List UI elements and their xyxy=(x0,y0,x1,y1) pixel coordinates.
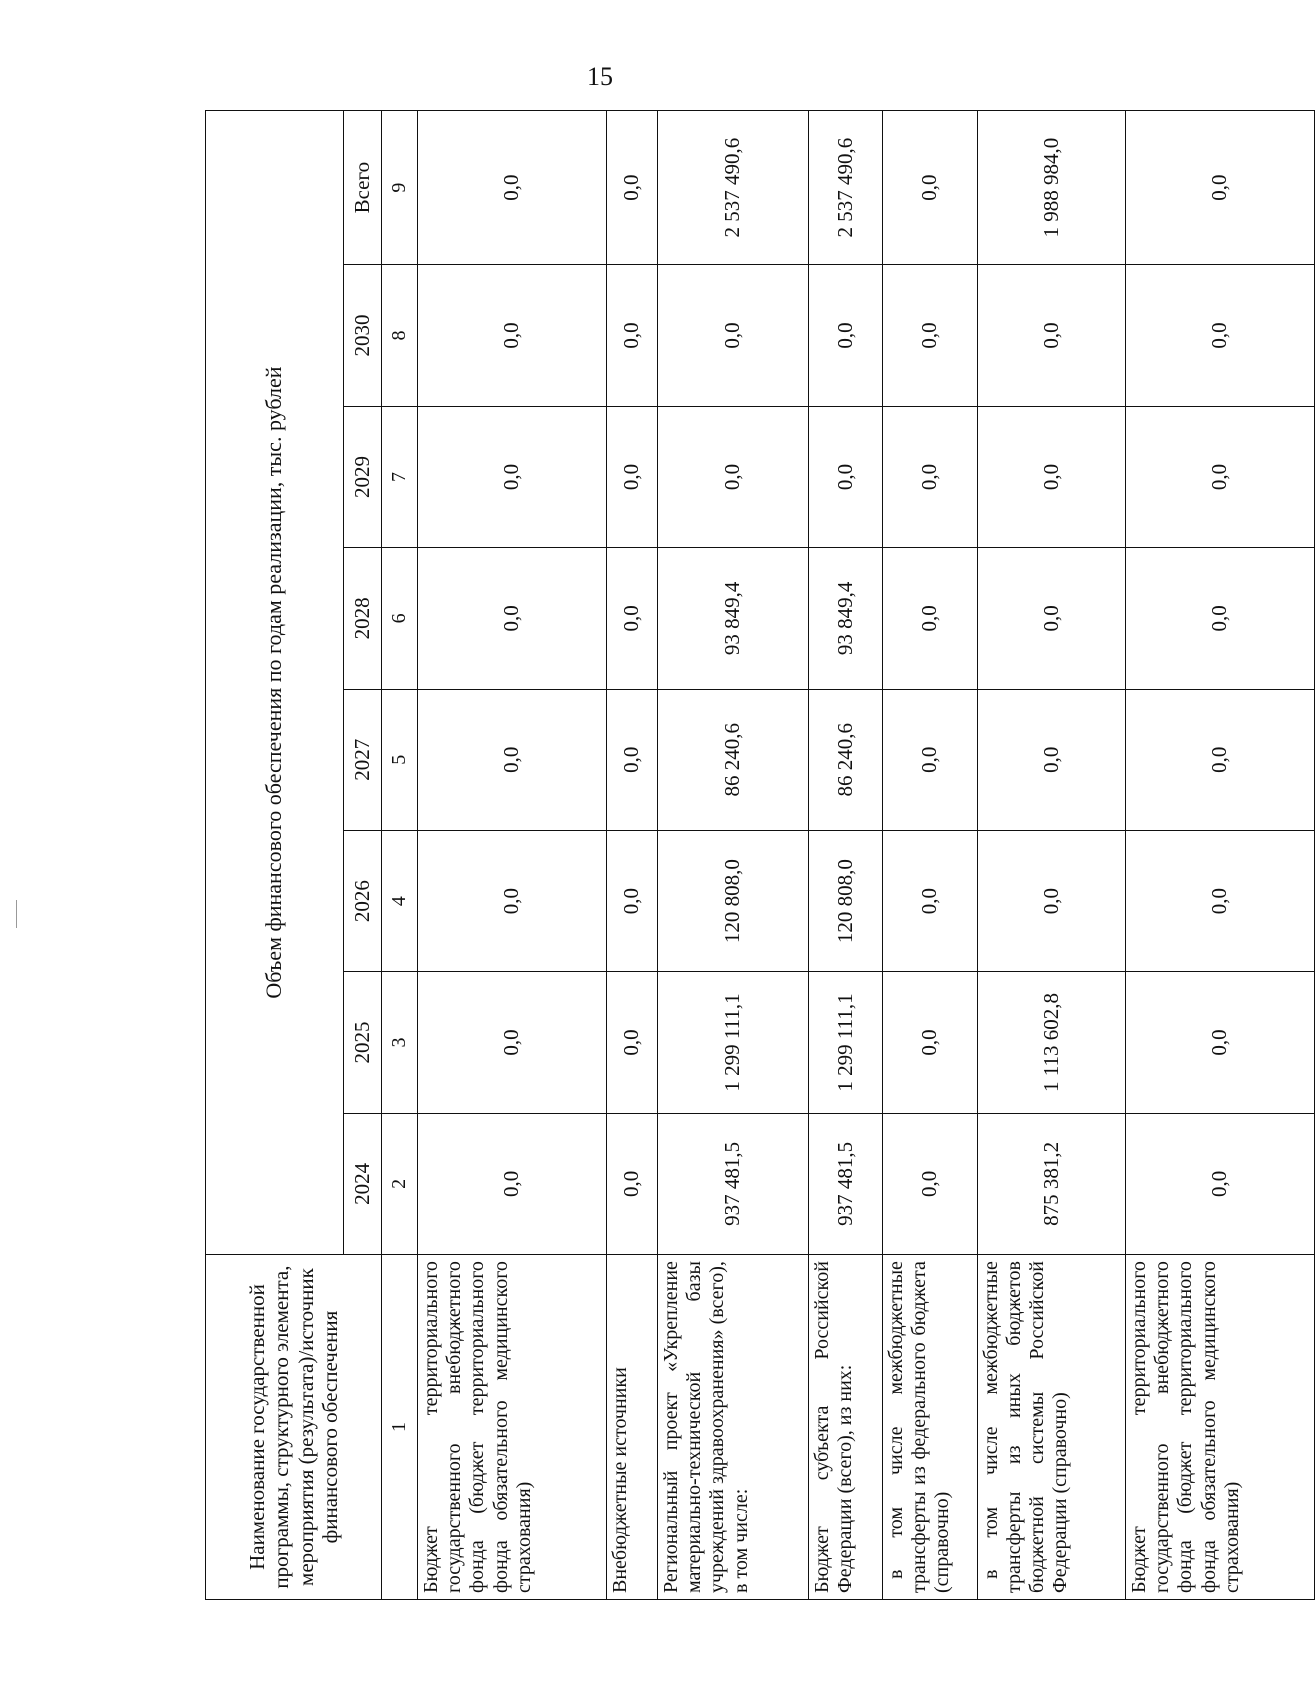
column-number: 9 xyxy=(382,111,418,265)
cell-value: 0,0 xyxy=(606,972,657,1113)
cell-value: 0,0 xyxy=(808,265,882,406)
cell-value: 0,0 xyxy=(1125,1113,1314,1254)
cell-value: 0,0 xyxy=(977,548,1125,689)
year-header: 2024 xyxy=(343,1113,381,1254)
row-name: Бюджет территориального государственного внебюджетного фонда (бюджет территориального фонда обязательного медицинского страхования) xyxy=(1125,1255,1314,1600)
row-name: Бюджет субъекта Российской Федерации (всего), из них: xyxy=(808,1255,882,1600)
cell-value: 0,0 xyxy=(1125,972,1314,1113)
cell-value: 0,0 xyxy=(977,265,1125,406)
cell-value: 86 240,6 xyxy=(808,689,882,830)
table-row xyxy=(657,111,808,1600)
cell-value: 93 849,4 xyxy=(657,548,808,689)
cell-value: 1 988 984,0 xyxy=(977,111,1125,265)
cell-value: 0,0 xyxy=(977,406,1125,547)
financing-table-rotated xyxy=(205,110,1315,1600)
year-header: 2027 xyxy=(343,689,381,830)
cell-value: 1 113 602,8 xyxy=(977,972,1125,1113)
column-number: 2 xyxy=(382,1113,418,1254)
cell-value: 0,0 xyxy=(1125,406,1314,547)
year-header: 2026 xyxy=(343,830,381,971)
year-header: 2025 xyxy=(343,972,381,1113)
cell-value: 86 240,6 xyxy=(657,689,808,830)
year-header: 2030 xyxy=(343,265,381,406)
cell-value: 0,0 xyxy=(606,689,657,830)
year-header: 2028 xyxy=(343,548,381,689)
margin-mark xyxy=(16,900,17,928)
column-number: 3 xyxy=(382,972,418,1113)
cell-value: 1 299 111,1 xyxy=(808,972,882,1113)
cell-value: 0,0 xyxy=(417,1113,606,1254)
cell-value: 2 537 490,6 xyxy=(808,111,882,265)
cell-value: 0,0 xyxy=(417,406,606,547)
cell-value: 0,0 xyxy=(606,1113,657,1254)
cell-value: 0,0 xyxy=(882,265,977,406)
header-row xyxy=(206,111,344,1600)
year-header: 2029 xyxy=(343,406,381,547)
table-row xyxy=(977,111,1125,1600)
cell-value: 0,0 xyxy=(606,548,657,689)
cell-value: 0,0 xyxy=(882,830,977,971)
cell-value: 0,0 xyxy=(1125,689,1314,830)
cell-value: 0,0 xyxy=(417,972,606,1113)
cell-value: 0,0 xyxy=(1125,548,1314,689)
cell-value: 0,0 xyxy=(657,265,808,406)
cell-value: 0,0 xyxy=(606,111,657,265)
cell-value: 0,0 xyxy=(1125,111,1314,265)
column-number: 5 xyxy=(382,689,418,830)
cell-value: 0,0 xyxy=(882,111,977,265)
cell-value: 0,0 xyxy=(417,830,606,971)
table-row xyxy=(606,111,657,1600)
row-name: в том числе межбюджетные трансферты из федерального бюджета (справочно) xyxy=(882,1255,977,1600)
cell-value: 0,0 xyxy=(882,548,977,689)
cell-value: 0,0 xyxy=(606,830,657,971)
column-number: 7 xyxy=(382,406,418,547)
table-row xyxy=(808,111,882,1600)
year-header: Всего xyxy=(343,111,381,265)
cell-value: 1 299 111,1 xyxy=(657,972,808,1113)
name-column-header: Наименование государственной программы, структурного элемента, мероприятия (результата)/источник финансового обеспечения xyxy=(206,1255,382,1600)
cell-value: 0,0 xyxy=(417,265,606,406)
cell-value: 937 481,5 xyxy=(808,1113,882,1254)
cell-value: 0,0 xyxy=(882,1113,977,1254)
cell-value: 0,0 xyxy=(1125,830,1314,971)
column-number: 8 xyxy=(382,265,418,406)
cell-value: 0,0 xyxy=(977,689,1125,830)
table-row xyxy=(417,111,606,1600)
column-number: 4 xyxy=(382,830,418,971)
row-name: Бюджет территориального государственного внебюджетного фонда (бюджет территориального фонда обязательного медицинского страхования) xyxy=(417,1255,606,1600)
financing-table xyxy=(205,110,1315,1600)
cell-value: 120 808,0 xyxy=(808,830,882,971)
cell-value: 0,0 xyxy=(977,830,1125,971)
row-name: в том числе межбюджетные трансферты из иных бюджетов бюджетной системы Российской Федерации (справочно) xyxy=(977,1255,1125,1600)
cell-value: 0,0 xyxy=(606,406,657,547)
cell-value: 0,0 xyxy=(417,689,606,830)
page-number: 15 xyxy=(587,62,613,91)
cell-value: 0,0 xyxy=(417,548,606,689)
cell-value: 0,0 xyxy=(606,265,657,406)
cell-value: 0,0 xyxy=(882,406,977,547)
table-row xyxy=(1125,111,1314,1600)
cell-value: 937 481,5 xyxy=(657,1113,808,1254)
column-numbers-row xyxy=(382,111,418,1600)
cell-value: 0,0 xyxy=(808,406,882,547)
cell-value: 0,0 xyxy=(1125,265,1314,406)
column-number: 6 xyxy=(382,548,418,689)
cell-value: 0,0 xyxy=(417,111,606,265)
cell-value: 2 537 490,6 xyxy=(657,111,808,265)
cell-value: 0,0 xyxy=(657,406,808,547)
cell-value: 0,0 xyxy=(882,689,977,830)
column-number: 1 xyxy=(382,1255,418,1600)
cell-value: 875 381,2 xyxy=(977,1113,1125,1254)
cell-value: 0,0 xyxy=(882,972,977,1113)
volume-header: Объем финансового обеспечения по годам реализации, тыс. рублей xyxy=(206,111,344,1255)
cell-value: 120 808,0 xyxy=(657,830,808,971)
table-row xyxy=(882,111,977,1600)
row-name: Региональный проект «Укрепление материально-технической базы учреждений здравоохранения» (всего), в том числе: xyxy=(657,1255,808,1600)
cell-value: 93 849,4 xyxy=(808,548,882,689)
row-name: Внебюджетные источники xyxy=(606,1255,657,1600)
